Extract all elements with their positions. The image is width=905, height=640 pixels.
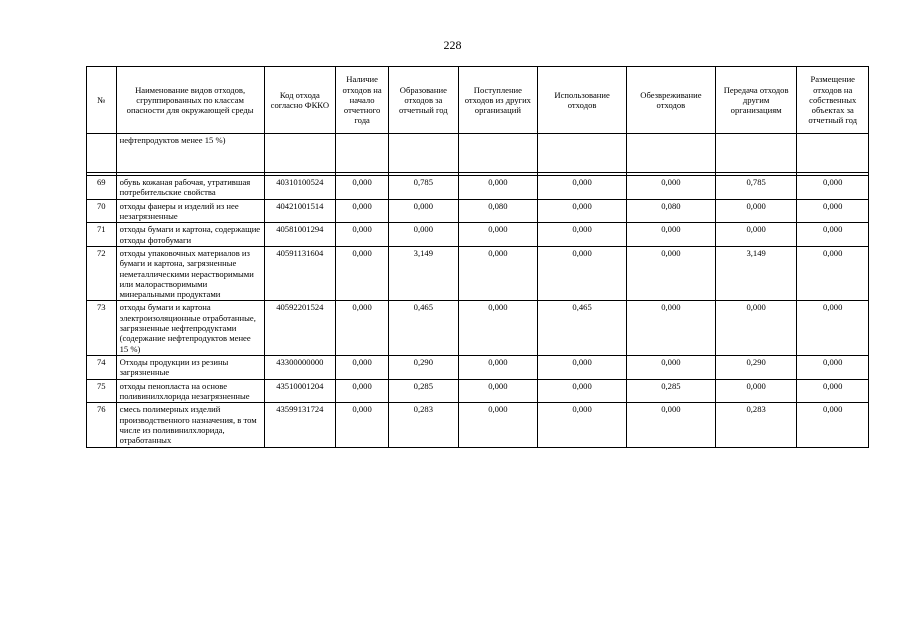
cell-formation: 3,149 bbox=[389, 246, 458, 301]
continuation-num bbox=[87, 134, 117, 173]
cell-start-amount: 0,000 bbox=[336, 176, 389, 200]
cell-formation: 0,000 bbox=[389, 199, 458, 223]
cell-used: 0,000 bbox=[538, 199, 627, 223]
cell-used: 0,000 bbox=[538, 356, 627, 380]
header-received: Поступление отходов из других организаций bbox=[458, 67, 538, 134]
cell-start-amount: 0,000 bbox=[336, 379, 389, 403]
waste-table bbox=[86, 66, 869, 448]
cell-transferred: 0,000 bbox=[715, 379, 797, 403]
row-number: 74 bbox=[87, 356, 117, 380]
table-row bbox=[87, 176, 869, 200]
table-row bbox=[87, 223, 869, 247]
cell-neutralized: 0,000 bbox=[626, 223, 715, 247]
fkko-code: 40592201524 bbox=[264, 301, 335, 356]
cell-used: 0,000 bbox=[538, 176, 627, 200]
cell-transferred: 0,290 bbox=[715, 356, 797, 380]
cell-received: 0,000 bbox=[458, 403, 538, 447]
fkko-code: 40581001294 bbox=[264, 223, 335, 247]
row-number: 69 bbox=[87, 176, 117, 200]
cell-neutralized: 0,000 bbox=[626, 403, 715, 447]
table-row bbox=[87, 356, 869, 380]
table-row bbox=[87, 379, 869, 403]
cell-formation: 0,465 bbox=[389, 301, 458, 356]
waste-name: отходы упаковочных материалов из бумаги и картона, загрязненные неметаллическими нерастворимыми или малорастворимыми минеральными продуктами bbox=[116, 246, 264, 301]
cell-used: 0,000 bbox=[538, 223, 627, 247]
cell-placement: 0,000 bbox=[797, 356, 869, 380]
fkko-code: 43510001204 bbox=[264, 379, 335, 403]
header-formation: Образование отходов за отчетный год bbox=[389, 67, 458, 134]
row-number: 75 bbox=[87, 379, 117, 403]
cell-used: 0,465 bbox=[538, 301, 627, 356]
cell-transferred: 0,283 bbox=[715, 403, 797, 447]
cell-received: 0,000 bbox=[458, 176, 538, 200]
cell-neutralized: 0,000 bbox=[626, 176, 715, 200]
cell-start-amount: 0,000 bbox=[336, 246, 389, 301]
cell-received: 0,000 bbox=[458, 379, 538, 403]
table-row bbox=[87, 199, 869, 223]
fkko-code: 43599131724 bbox=[264, 403, 335, 447]
page-number: 228 bbox=[443, 38, 462, 52]
row-number: 70 bbox=[87, 199, 117, 223]
table-row bbox=[87, 301, 869, 356]
table-row bbox=[87, 246, 869, 301]
cell-placement: 0,000 bbox=[797, 403, 869, 447]
header-neutralized: Обезвреживание отходов bbox=[626, 67, 715, 134]
cell-transferred: 3,149 bbox=[715, 246, 797, 301]
cell-placement: 0,000 bbox=[797, 246, 869, 301]
cell-start-amount: 0,000 bbox=[336, 199, 389, 223]
waste-name: Отходы продукции из резины загрязненные bbox=[116, 356, 264, 380]
waste-name: отходы фанеры и изделий из нее незагрязненные bbox=[116, 199, 264, 223]
cell-neutralized: 0,000 bbox=[626, 356, 715, 380]
waste-name: отходы бумаги и картона электроизоляционные отработанные, загрязненные нефтепродуктами (содержание нефтепродуктов менее 15 %) bbox=[116, 301, 264, 356]
header-row bbox=[87, 67, 869, 134]
cell-neutralized: 0,080 bbox=[626, 199, 715, 223]
cell-transferred: 0,000 bbox=[715, 199, 797, 223]
cell-start-amount: 0,000 bbox=[336, 403, 389, 447]
row-number: 71 bbox=[87, 223, 117, 247]
cell-placement: 0,000 bbox=[797, 199, 869, 223]
row-number: 76 bbox=[87, 403, 117, 447]
header-code: Код отхода согласно ФККО bbox=[264, 67, 335, 134]
cell-neutralized: 0,000 bbox=[626, 301, 715, 356]
row-number: 72 bbox=[87, 246, 117, 301]
cell-start-amount: 0,000 bbox=[336, 223, 389, 247]
table-row bbox=[87, 403, 869, 447]
waste-name: обувь кожаная рабочая, утратившая потребительские свойства bbox=[116, 176, 264, 200]
cell-formation: 0,283 bbox=[389, 403, 458, 447]
fkko-code: 43300000000 bbox=[264, 356, 335, 380]
cell-neutralized: 0,285 bbox=[626, 379, 715, 403]
header-num: № bbox=[87, 67, 117, 134]
cell-used: 0,000 bbox=[538, 246, 627, 301]
fkko-code: 40421001514 bbox=[264, 199, 335, 223]
cell-start-amount: 0,000 bbox=[336, 356, 389, 380]
cell-used: 0,000 bbox=[538, 379, 627, 403]
cell-received: 0,000 bbox=[458, 223, 538, 247]
cell-placement: 0,000 bbox=[797, 176, 869, 200]
header-placement: Размещение отходов на собственных объектах за отчетный год bbox=[797, 67, 869, 134]
row-number: 73 bbox=[87, 301, 117, 356]
cell-transferred: 0,785 bbox=[715, 176, 797, 200]
cell-neutralized: 0,000 bbox=[626, 246, 715, 301]
waste-name: отходы пенопласта на основе поливинилхлорида незагрязненные bbox=[116, 379, 264, 403]
header-name: Наименование видов отходов, сгруппированных по классам опасности для окружающей среды bbox=[116, 67, 264, 134]
cell-formation: 0,785 bbox=[389, 176, 458, 200]
waste-name: отходы бумаги и картона, содержащие отходы фотобумаги bbox=[116, 223, 264, 247]
header-transferred: Передача отходов другим организациям bbox=[715, 67, 797, 134]
cell-received: 0,080 bbox=[458, 199, 538, 223]
cell-received: 0,000 bbox=[458, 246, 538, 301]
cell-placement: 0,000 bbox=[797, 379, 869, 403]
fkko-code: 40310100524 bbox=[264, 176, 335, 200]
cell-placement: 0,000 bbox=[797, 223, 869, 247]
cell-received: 0,000 bbox=[458, 301, 538, 356]
continuation-row bbox=[87, 134, 869, 173]
fkko-code: 40591131604 bbox=[264, 246, 335, 301]
cell-received: 0,000 bbox=[458, 356, 538, 380]
cell-formation: 0,000 bbox=[389, 223, 458, 247]
cell-transferred: 0,000 bbox=[715, 301, 797, 356]
header-start: Наличие отходов на начало отчетного года bbox=[336, 67, 389, 134]
cell-start-amount: 0,000 bbox=[336, 301, 389, 356]
cell-placement: 0,000 bbox=[797, 301, 869, 356]
cell-formation: 0,290 bbox=[389, 356, 458, 380]
cell-formation: 0,285 bbox=[389, 379, 458, 403]
cell-transferred: 0,000 bbox=[715, 223, 797, 247]
header-used: Использование отходов bbox=[538, 67, 627, 134]
continuation-text: нефтепродуктов менее 15 %) bbox=[116, 134, 264, 173]
waste-name: смесь полимерных изделий производственного назначения, в том числе из поливинилхлорида, отработанных bbox=[116, 403, 264, 447]
cell-used: 0,000 bbox=[538, 403, 627, 447]
